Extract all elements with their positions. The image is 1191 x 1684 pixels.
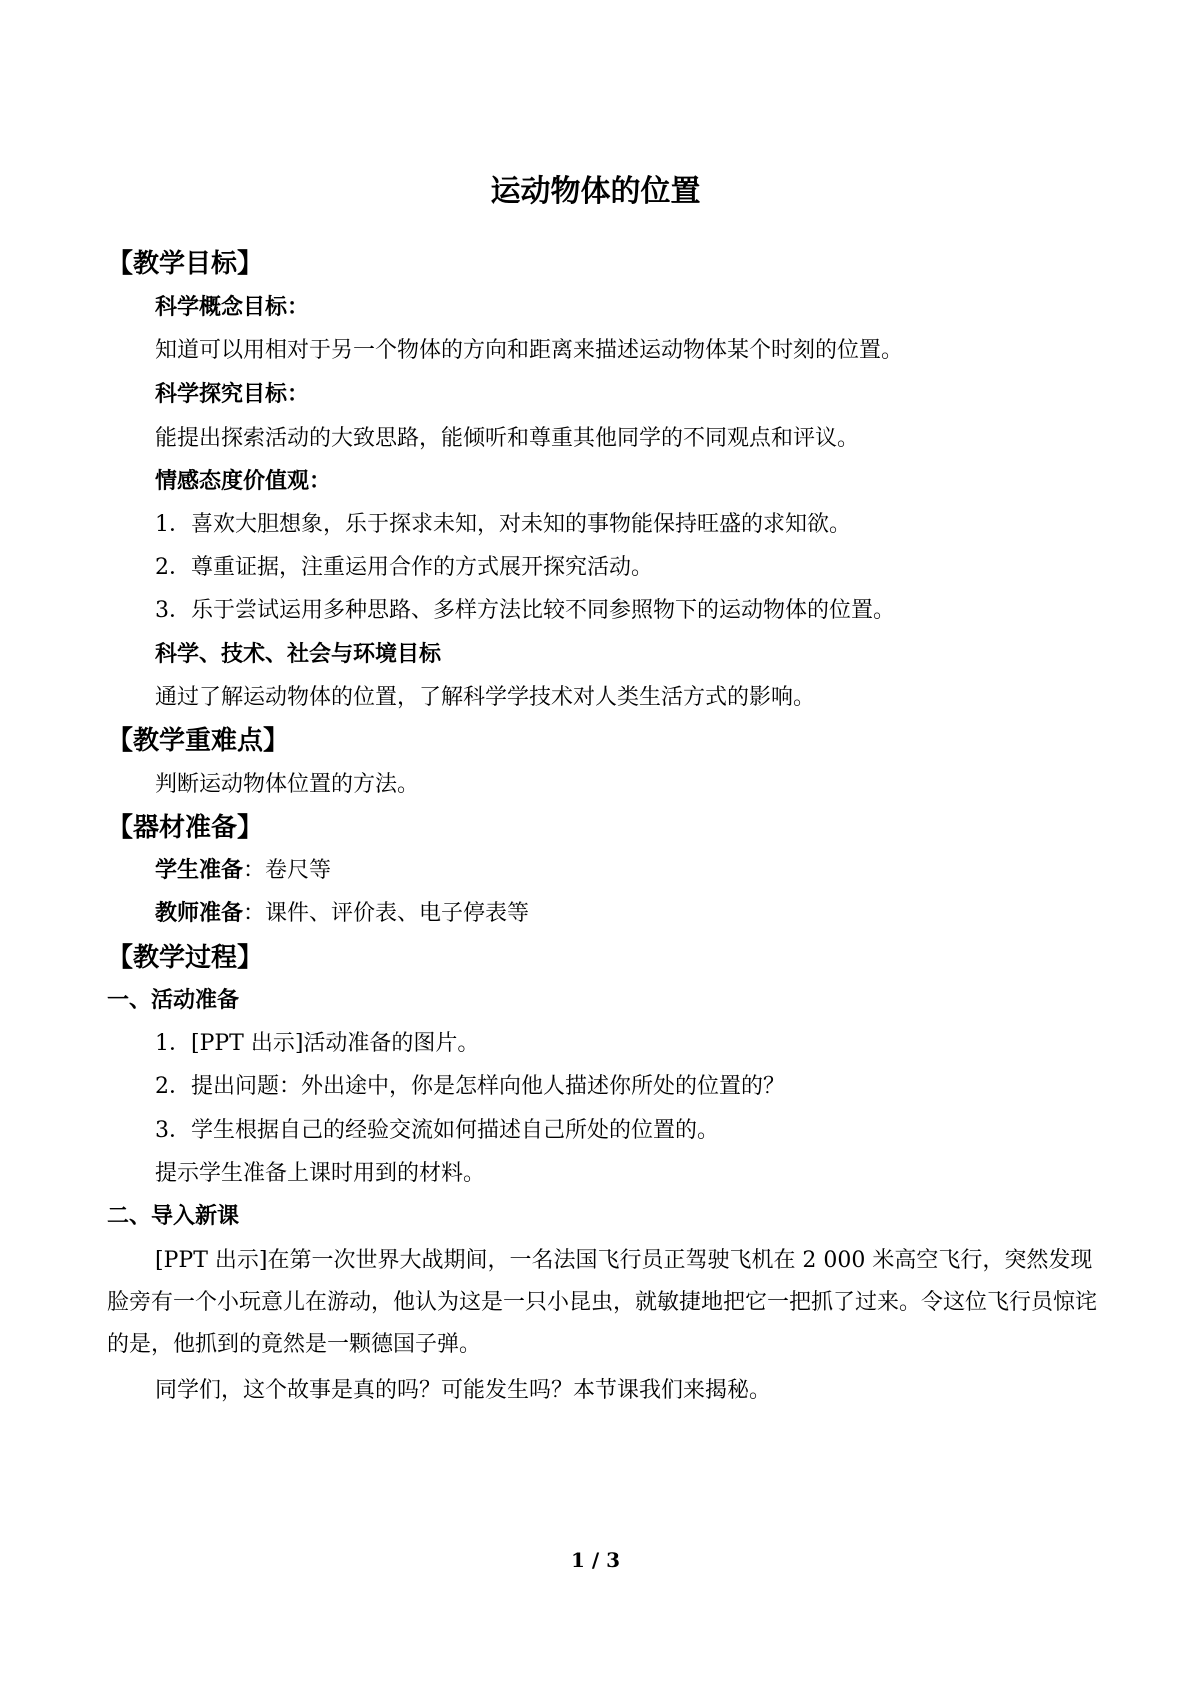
attitude-item: 1．喜欢大胆想象，乐于探求未知，对未知的事物能保持旺盛的求知欲。 bbox=[155, 512, 851, 537]
section-heading-process: 【教学过程】 bbox=[107, 943, 264, 973]
attitude-item: 3．乐于尝试运用多种思路、多样方法比较不同参照物下的运动物体的位置。 bbox=[155, 598, 895, 623]
sts-goal-label: 科学、技术、社会与环境目标 bbox=[155, 642, 442, 667]
student-materials-label: 学生准备 bbox=[155, 858, 244, 883]
section-heading-key-points: 【教学重难点】 bbox=[107, 726, 290, 756]
sts-goal-text: 通过了解运动物体的位置，了解科学学技术对人类生活方式的影响。 bbox=[155, 685, 816, 710]
part2-paragraph: [PPT 出示]在第一次世界大战期间，一名法国飞行员正驾驶飞机在 2 000 米高空飞行，突然发现脸旁有一个小玩意儿在游动，他认为这是一只小昆虫，就敏捷地把它一把抓了过来。令这位飞行员惊诧的是，他抓到的竟然是一颗德国子弹。 bbox=[107, 1248, 1098, 1357]
section-heading-objectives: 【教学目标】 bbox=[107, 249, 264, 279]
page-title: 运动物体的位置 bbox=[490, 174, 701, 209]
inquiry-goal-label: 科学探究目标： bbox=[155, 382, 310, 407]
part1-item: 1．[PPT 出示]活动准备的图片。 bbox=[155, 1031, 480, 1056]
part2-heading: 二、导入新课 bbox=[107, 1204, 240, 1229]
inquiry-goal-text: 能提出探索活动的大致思路，能倾听和尊重其他同学的不同观点和评议。 bbox=[155, 426, 860, 451]
section-heading-materials: 【器材准备】 bbox=[107, 813, 264, 843]
part1-note: 提示学生准备上课时用到的材料。 bbox=[155, 1161, 486, 1186]
student-materials bbox=[155, 856, 331, 886]
student-materials-text: ：卷尺等 bbox=[243, 858, 332, 883]
attitude-item: 2．尊重证据，注重运用合作的方式展开探究活动。 bbox=[155, 555, 653, 580]
part1-item: 3．学生根据自己的经验交流如何描述自己所处的位置的。 bbox=[155, 1118, 719, 1143]
part2-closing: 同学们，这个故事是真的吗？可能发生吗？本节课我们来揭秘。 bbox=[155, 1378, 772, 1403]
page-number: 1 / 3 bbox=[570, 1548, 621, 1572]
part1-item: 2．提出问题：外出途中，你是怎样向他人描述你所处的位置的？ bbox=[155, 1074, 785, 1099]
key-points-text: 判断运动物体位置的方法。 bbox=[155, 772, 420, 797]
concept-goal-text: 知道可以用相对于另一个物体的方向和距离来描述运动物体某个时刻的位置。 bbox=[155, 338, 904, 363]
teacher-materials-label: 教师准备 bbox=[155, 901, 244, 926]
part1-heading: 一、活动准备 bbox=[107, 988, 240, 1013]
teacher-materials bbox=[155, 899, 529, 929]
concept-goal-label: 科学概念目标： bbox=[155, 295, 310, 320]
teacher-materials-text: ：课件、评价表、电子停表等 bbox=[243, 901, 530, 926]
attitude-goal-label: 情感态度价值观： bbox=[155, 469, 332, 494]
